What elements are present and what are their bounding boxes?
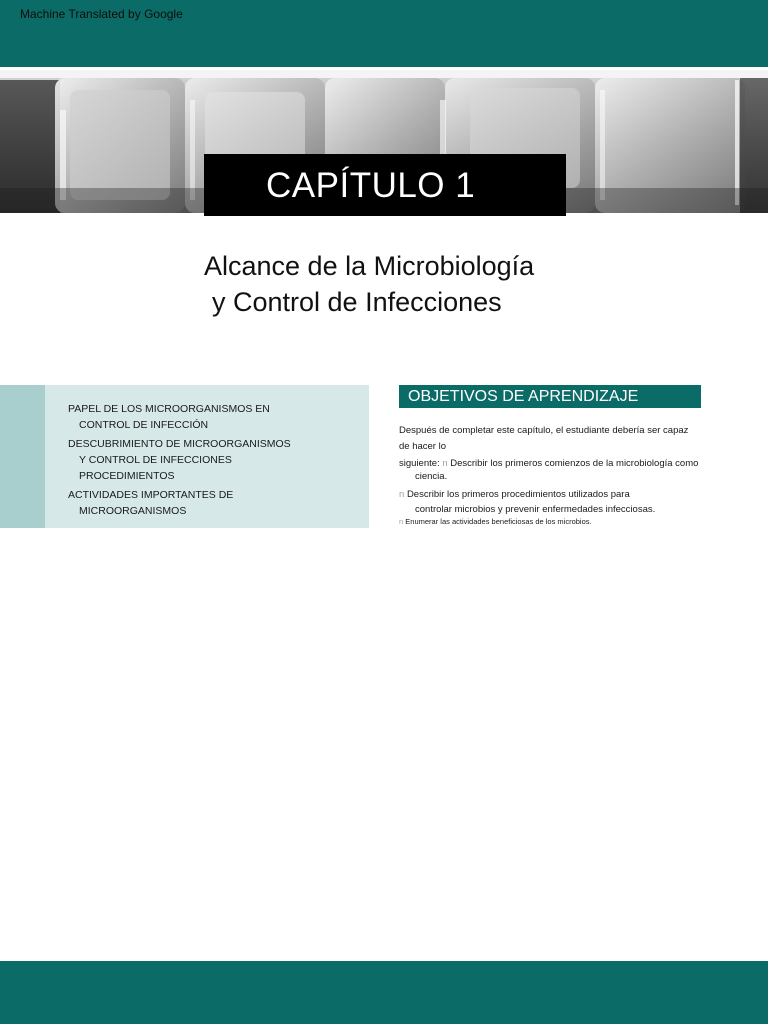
outline-item-line: PAPEL DE LOS MICROORGANISMOS EN bbox=[68, 403, 270, 415]
objectives-intro-line: Después de completar este capítulo, el estudiante debería ser capaz bbox=[399, 425, 689, 436]
chapter-title-line2: y Control de Infecciones bbox=[212, 287, 502, 317]
outline-side-strip bbox=[0, 385, 45, 528]
objectives-item-row bbox=[399, 458, 698, 469]
chapter-outline-list bbox=[68, 401, 291, 522]
outline-item-line: CONTROL DE INFECCIÓN bbox=[79, 419, 209, 431]
chapter-label-box bbox=[204, 154, 566, 216]
objectives-item-row bbox=[399, 489, 630, 500]
bullet-icon: n bbox=[399, 489, 405, 500]
outline-item bbox=[68, 401, 291, 433]
chapter-title bbox=[204, 248, 534, 320]
objectives-item-row bbox=[399, 517, 592, 526]
learning-objectives-header bbox=[399, 385, 701, 408]
chapter-outline-panel bbox=[0, 385, 369, 528]
learning-objectives-heading: OBJETIVOS DE APRENDIZAJE bbox=[408, 388, 639, 405]
bullet-icon: n bbox=[442, 458, 448, 469]
objective-item-3: Enumerar las actividades beneficiosas de los microbios. bbox=[405, 517, 592, 526]
outline-item bbox=[68, 436, 291, 484]
objectives-intro-line: de hacer lo bbox=[399, 441, 447, 452]
bottom-bar bbox=[0, 961, 768, 1024]
objectives-intro-line: siguiente: bbox=[399, 458, 440, 469]
machine-translated-note: Machine Translated by Google bbox=[20, 7, 183, 21]
outline-item-line: MICROORGANISMOS bbox=[79, 505, 187, 517]
objective-item-2: Describir los primeros procedimientos utilizados para bbox=[406, 489, 630, 500]
outline-item-line: Y CONTROL DE INFECCIONES bbox=[79, 454, 232, 466]
chapter-title-line1: Alcance de la Microbiología bbox=[204, 251, 535, 281]
bullet-icon: n bbox=[399, 517, 404, 526]
objective-item-1: Describir los primeros comienzos de la microbiología como bbox=[450, 458, 699, 469]
objective-item-2-cont: controlar microbios y prevenir enfermedades infecciosas. bbox=[415, 504, 656, 515]
objective-item-1-cont: ciencia. bbox=[415, 471, 448, 482]
outline-item-line: ACTIVIDADES IMPORTANTES DE bbox=[68, 489, 234, 501]
outline-item bbox=[68, 487, 291, 519]
chapter-label: CAPÍTULO 1 bbox=[266, 166, 476, 205]
top-bar bbox=[0, 0, 768, 67]
outline-item-line: PROCEDIMIENTOS bbox=[79, 470, 175, 482]
outline-item-line: DESCUBRIMIENTO DE MICROORGANISMOS bbox=[68, 438, 291, 450]
